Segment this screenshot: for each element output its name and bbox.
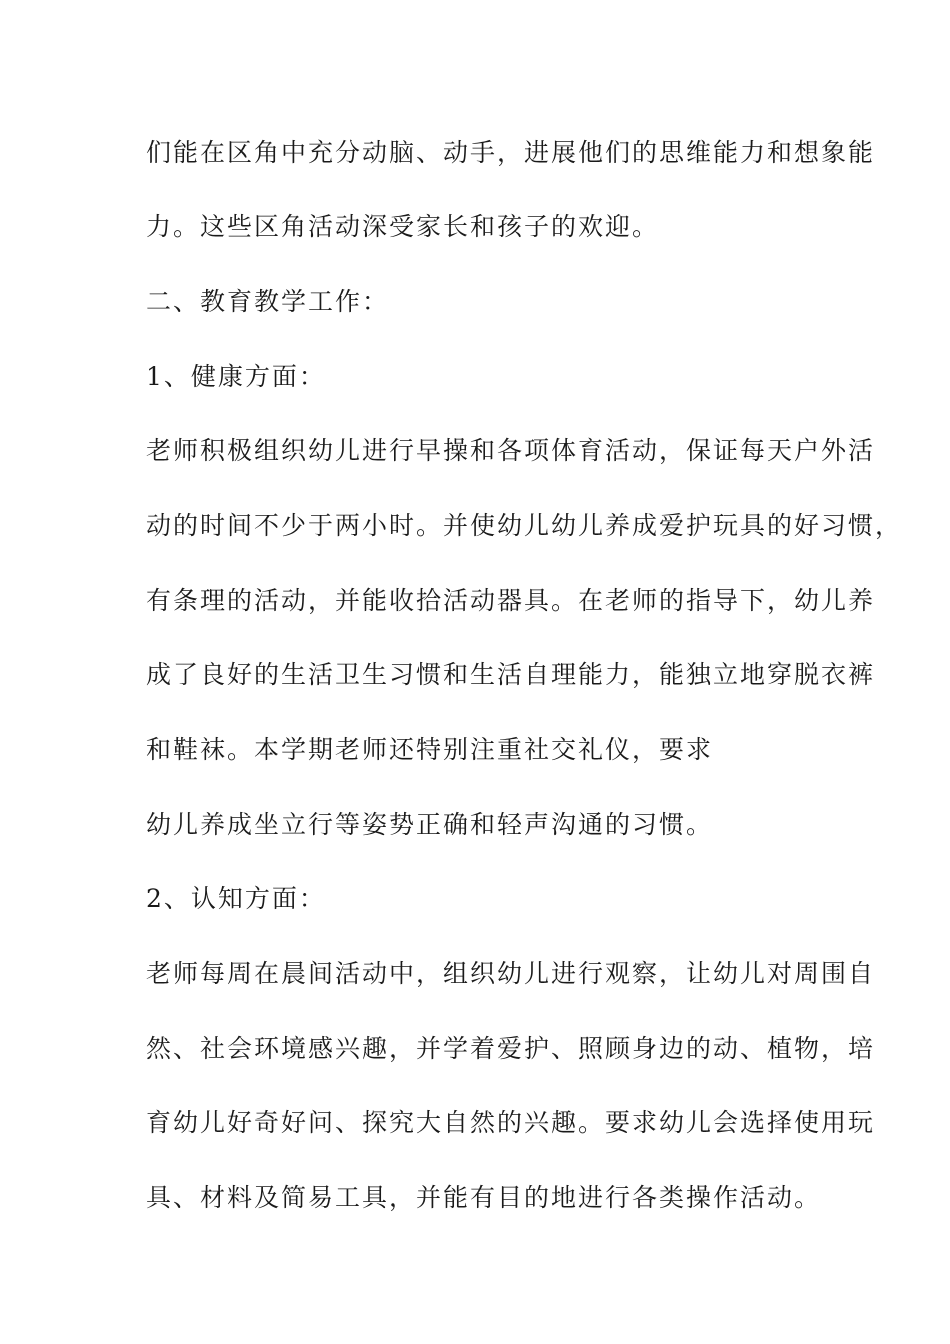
paragraph-line: 老师每周在晨间活动中，组织幼儿进行观察，让幼儿对周围自 [146,959,876,988]
paragraph-line: 然、社会环境感兴趣，并学着爱护、照顾身边的动、植物，培 [146,1034,876,1063]
subsection-heading: 1、健康方面： [146,362,326,391]
paragraph-line: 动的时间不少于两小时。并使幼儿幼儿养成爱护玩具的好习惯， [146,511,903,540]
paragraph-line: 具、材料及简易工具，并能有目的地进行各类操作活动。 [146,1183,822,1212]
paragraph-line: 们能在区角中充分动脑、动手，进展他们的思维能力和想象能 [146,138,876,167]
paragraph-line: 力。这些区角活动深受家长和孩子的欢迎。 [146,212,660,241]
section-heading: 二、教育教学工作： [146,287,390,316]
subsection-heading: 2、认知方面： [146,884,326,913]
paragraph-line: 老师积极组织幼儿进行早操和各项体育活动，保证每天户外活 [146,436,876,465]
paragraph-line: 幼儿养成坐立行等姿势正确和轻声沟通的习惯。 [146,810,714,839]
paragraph-line: 成了良好的生活卫生习惯和生活自理能力，能独立地穿脱衣裤 [146,660,876,689]
paragraph-line: 育幼儿好奇好问、探究大自然的兴趣。要求幼儿会选择使用玩 [146,1108,876,1137]
paragraph-line: 和鞋袜。本学期老师还特别注重社交礼仪，要求 [146,735,714,764]
paragraph-line: 有条理的活动，并能收拾活动器具。在老师的指导下，幼儿养 [146,586,876,615]
